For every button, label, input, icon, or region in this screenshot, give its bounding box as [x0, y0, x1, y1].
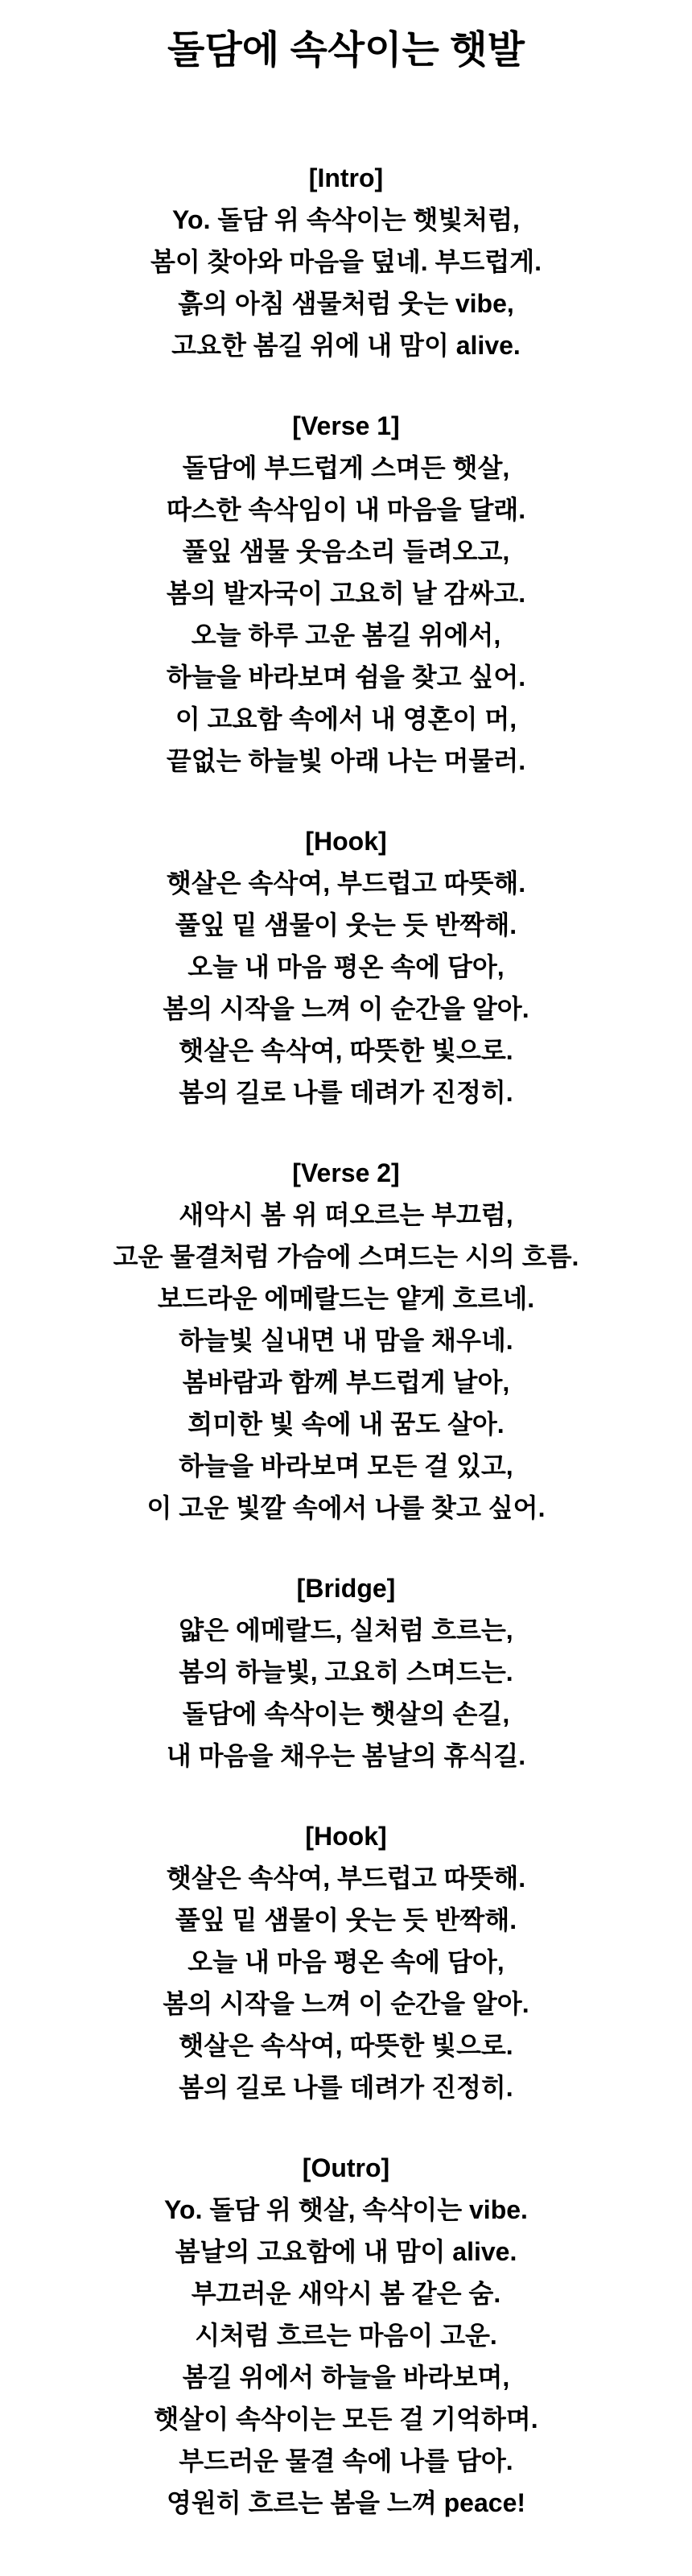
lyric-line: 새악시 봄 위 떠오르는 부끄럼,	[179, 1200, 513, 1229]
lyric-line: 봄바람과 함께 부드럽게 날아,	[182, 1368, 510, 1397]
lyric-line: 이 고요함 속에서 내 영혼이 머,	[175, 704, 517, 733]
lyric-line: 오늘 내 마음 평온 속에 담아,	[187, 952, 505, 981]
section-label: [Bridge]	[296, 1574, 396, 1603]
section-hook-2	[0, 1815, 692, 2108]
lyric-line: 흙의 아침 샘물처럼 웃는 vibe,	[178, 289, 514, 318]
section-label: [Intro]	[308, 163, 384, 192]
lyric-line: 하늘을 바라보며 모든 걸 있고,	[179, 1451, 513, 1480]
lyric-line: 이 고운 빛깔 속에서 나를 찾고 싶어.	[146, 1493, 546, 1522]
lyric-line: 얇은 에메랄드, 실처럼 흐르는,	[179, 1616, 513, 1645]
section-bridge	[0, 1567, 692, 1777]
song-title: 돌담에 속삭이는 햇발	[167, 29, 525, 72]
lyric-line: 풀잎 밑 샘물이 웃는 듯 반짝해.	[175, 910, 517, 939]
section-verse-1	[0, 405, 692, 782]
lyric-line: 풀잎 샘물 웃음소리 들려오고,	[182, 537, 510, 566]
lyric-line: 고운 물결처럼 가슴에 스며드는 시의 흐름.	[113, 1242, 579, 1271]
lyric-line: 희미한 빛 속에 내 꿈도 살아.	[187, 1410, 505, 1439]
section-label: [Outro]	[302, 2153, 390, 2182]
lyric-line: 고요한 봄길 위에 내 맘이 alive.	[171, 331, 521, 360]
lyric-line: 봄의 길로 나를 데려가 진정히.	[179, 1078, 513, 1107]
lyric-line: 하늘빛 실내면 내 맘을 채우네.	[179, 1326, 513, 1355]
lyric-line: 풀잎 밑 샘물이 웃는 듯 반짝해.	[175, 1905, 517, 1934]
lyric-line: 봄날의 고요함에 내 맘이 alive.	[175, 2237, 517, 2266]
lyric-line: 영원히 흐르는 봄을 느껴 peace!	[166, 2488, 526, 2517]
lyric-line: 돌담에 부드럽게 스며든 햇살,	[182, 453, 510, 482]
lyric-line: 봄의 하늘빛, 고요히 스며드는.	[179, 1657, 513, 1686]
section-intro	[0, 157, 692, 366]
section-label: [Hook]	[305, 1822, 387, 1851]
lyric-line: 내 마음을 채우는 봄날의 휴식길.	[166, 1741, 526, 1770]
lyric-line: 부끄러운 새악시 봄 같은 숨.	[191, 2279, 501, 2308]
section-label: [Hook]	[305, 827, 387, 856]
lyric-line: Yo. 돌담 위 속삭이는 햇빛처럼,	[172, 205, 520, 234]
lyric-line: 하늘을 바라보며 쉼을 찾고 싶어.	[166, 663, 526, 691]
lyric-line: 봄의 시작을 느껴 이 순간을 알아.	[163, 994, 529, 1023]
section-label: [Verse 1]	[292, 411, 400, 440]
lyric-line: 봄이 찾아와 마음을 덮네. 부드럽게.	[150, 247, 542, 276]
lyric-line: 끝없는 하늘빛 아래 나는 머물러.	[166, 746, 526, 775]
section-label: [Verse 2]	[292, 1158, 400, 1187]
lyric-line: 오늘 내 마음 평온 속에 담아,	[187, 1947, 505, 1976]
lyric-line: 봄길 위에서 하늘을 바라보며,	[182, 2363, 510, 2392]
lyric-line: 햇살은 속삭여, 따뜻한 빛으로.	[179, 1036, 513, 1065]
lyric-line: 봄의 길로 나를 데려가 진정히.	[179, 2073, 513, 2102]
lyric-line: 햇살이 속삭이는 모든 걸 기억하며.	[154, 2405, 538, 2434]
lyric-line: Yo. 돌담 위 햇살, 속삭이는 vibe.	[164, 2195, 528, 2224]
lyric-line: 햇살은 속삭여, 부드럽고 따뜻해.	[166, 1864, 526, 1893]
lyric-line: 햇살은 속삭여, 부드럽고 따뜻해.	[166, 869, 526, 898]
lyric-line: 부드러운 물결 속에 나를 담아.	[179, 2446, 513, 2475]
lyrics-body	[0, 157, 692, 2524]
lyric-line: 돌담에 속삭이는 햇살의 손길,	[182, 1699, 510, 1728]
lyric-line: 봄의 시작을 느껴 이 순간을 알아.	[163, 1989, 529, 2018]
lyric-line: 따스한 속삭임이 내 마음을 달래.	[166, 495, 526, 524]
section-hook-1	[0, 820, 692, 1113]
lyric-line: 시처럼 흐르는 마음이 고운.	[195, 2321, 497, 2350]
lyric-line: 보드라운 에메랄드는 얕게 흐르네.	[157, 1284, 535, 1313]
lyric-line: 햇살은 속삭여, 따뜻한 빛으로.	[179, 2031, 513, 2060]
lyric-line: 오늘 하루 고운 봄길 위에서,	[191, 621, 501, 650]
section-outro	[0, 2147, 692, 2524]
lyric-line: 봄의 발자국이 고요히 날 감싸고.	[166, 579, 526, 608]
section-verse-2	[0, 1152, 692, 1529]
